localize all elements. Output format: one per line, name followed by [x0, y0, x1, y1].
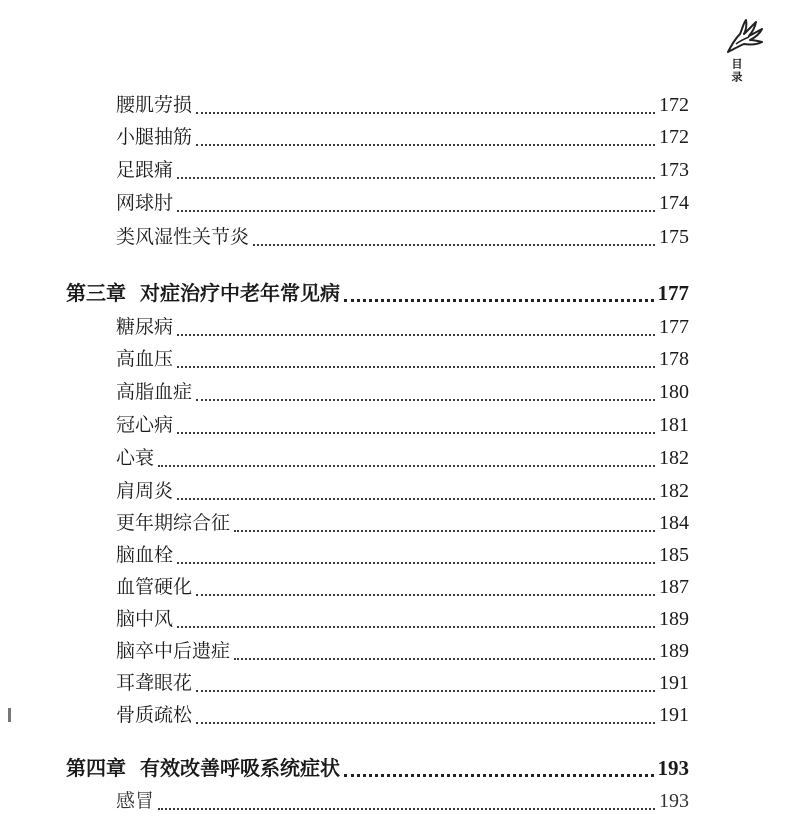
chapter-title: 对症治疗中老年常见病 [140, 281, 340, 305]
entry-page: 182 [659, 447, 689, 469]
entry-page: 187 [659, 576, 689, 598]
entry-title: 腰肌劳损 [116, 94, 193, 116]
entry-page: 180 [659, 381, 689, 403]
toc-entry[interactable] [116, 700, 689, 730]
scan-edge-mark [8, 708, 11, 722]
entry-title: 更年期综合征 [116, 512, 231, 534]
toc-entry[interactable] [116, 604, 689, 634]
toc-entry[interactable] [116, 188, 689, 218]
entry-title: 肩周炎 [116, 480, 174, 502]
entry-title: 网球肘 [116, 192, 174, 214]
dot-leader [344, 774, 654, 777]
entry-page: 181 [659, 414, 689, 436]
entry-title: 脑卒中后遗症 [116, 640, 231, 662]
entry-page: 174 [659, 192, 689, 214]
entry-page: 184 [659, 512, 689, 534]
toc-entry[interactable] [116, 312, 689, 342]
entry-title: 脑中风 [116, 608, 174, 630]
entry-title: 足跟痛 [116, 159, 174, 181]
toc-entry[interactable] [116, 636, 689, 666]
entry-title: 冠心病 [116, 414, 174, 436]
dot-leader [196, 144, 655, 146]
entry-page: 178 [659, 348, 689, 370]
entry-page: 172 [659, 94, 689, 116]
toc-entry[interactable] [116, 786, 689, 816]
dot-leader [344, 299, 654, 302]
entry-page: 177 [659, 316, 689, 338]
dot-leader [196, 690, 655, 692]
entry-page: 191 [659, 704, 689, 726]
entry-title: 心衰 [116, 447, 155, 469]
dot-leader [234, 530, 655, 532]
toc-entry[interactable] [116, 222, 689, 252]
entry-title: 血管硬化 [116, 576, 193, 598]
toc-entry[interactable] [116, 90, 689, 120]
chapter-heading[interactable] [66, 277, 689, 309]
entry-page: 189 [659, 640, 689, 662]
running-head: 目录 [730, 58, 743, 84]
entry-title: 感冒 [116, 790, 155, 812]
dot-leader [177, 366, 655, 368]
dot-leader [177, 562, 655, 564]
entry-title: 骨质疏松 [116, 704, 193, 726]
dot-leader [196, 112, 655, 114]
entry-title: 高血压 [116, 348, 174, 370]
toc-entry[interactable] [116, 668, 689, 698]
toc-entry[interactable] [116, 377, 689, 407]
dot-leader [158, 808, 655, 810]
entry-page: 185 [659, 544, 689, 566]
dot-leader [177, 498, 655, 500]
chapter-number: 第四章 [66, 756, 126, 780]
dot-leader [234, 658, 655, 660]
entry-page: 172 [659, 126, 689, 148]
dot-leader [177, 432, 655, 434]
entry-title: 小腿抽筋 [116, 126, 193, 148]
toc-entry[interactable] [116, 540, 689, 570]
dot-leader [177, 334, 655, 336]
entry-page: 175 [659, 226, 689, 248]
hand-drawn-ornament-icon [722, 14, 768, 54]
dot-leader [158, 465, 655, 467]
chapter-heading[interactable] [66, 752, 689, 784]
chapter-number: 第三章 [66, 281, 126, 305]
entry-title: 类风湿性关节炎 [116, 226, 250, 248]
chapter-page: 193 [657, 756, 689, 780]
dot-leader [253, 244, 655, 246]
entry-page: 191 [659, 672, 689, 694]
dot-leader [177, 626, 655, 628]
toc-entry[interactable] [116, 344, 689, 374]
dot-leader [196, 722, 655, 724]
entry-page: 182 [659, 480, 689, 502]
entry-page: 173 [659, 159, 689, 181]
toc-entry[interactable] [116, 443, 689, 473]
entry-title: 耳聋眼花 [116, 672, 193, 694]
toc-entry[interactable] [116, 122, 689, 152]
dot-leader [177, 177, 655, 179]
dot-leader [177, 210, 655, 212]
toc-entry[interactable] [116, 508, 689, 538]
toc-entry[interactable] [116, 572, 689, 602]
entry-title: 糖尿病 [116, 316, 174, 338]
chapter-title: 有效改善呼吸系统症状 [140, 756, 340, 780]
entry-title: 脑血栓 [116, 544, 174, 566]
entry-page: 189 [659, 608, 689, 630]
chapter-page: 177 [657, 281, 689, 305]
toc-entry[interactable] [116, 476, 689, 506]
toc-entry[interactable] [116, 410, 689, 440]
dot-leader [196, 399, 655, 401]
entry-title: 高脂血症 [116, 381, 193, 403]
toc-entry[interactable] [116, 155, 689, 185]
entry-page: 193 [659, 790, 689, 812]
dot-leader [196, 594, 655, 596]
